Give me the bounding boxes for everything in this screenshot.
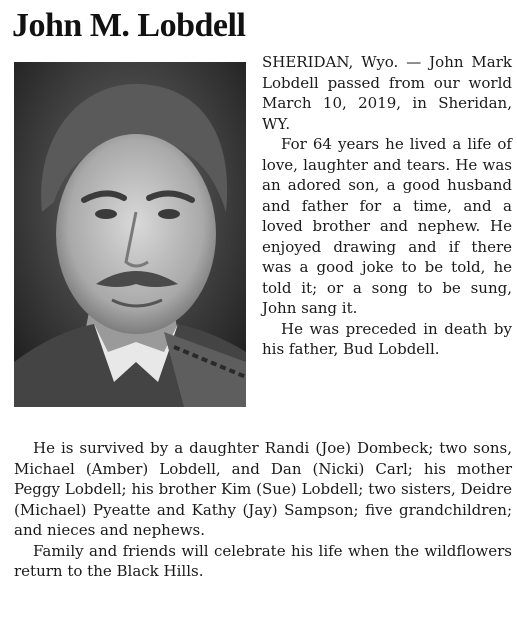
obituary-paragraph-3: He was preceded in death by his father, Bud Lobdell. (262, 319, 512, 358)
obituary-paragraph-5: Family and friends will celebrate his life when the wildflowers return to the Black Hills. (14, 541, 512, 580)
obituary-paragraph-2: For 64 years he lived a life of love, laughter and tears. He was an adored son, a good husband and father for a time, and a loved brother and nephew. He enjoyed drawing and if there was a good joke to be told, he told it; or a song to be sung, John sang it. (262, 135, 512, 317)
obituary-right-column (262, 52, 512, 360)
obituary-paragraph-4: He is survived by a daughter Randi (Joe) Dombeck; two sons, Michael (Amber) Lobdell, and Dan (Nicki) Carl; his mother Peggy Lobdell; his brother Kim (Sue) Lobdell; two sisters, Deidre (Michael) Pyeatte and Kathy (Jay) Sampson; five grandchildren; and nieces and nephews. (14, 439, 512, 539)
portrait-photo (14, 62, 246, 407)
obituary-bottom-text (14, 438, 512, 582)
obituary-paragraph-1: SHERIDAN, Wyo. — John Mark Lobdell passed from our world March 10, 2019, in Sheridan, WY. (262, 53, 512, 133)
obituary-name: John M. Lobdell (12, 7, 246, 44)
